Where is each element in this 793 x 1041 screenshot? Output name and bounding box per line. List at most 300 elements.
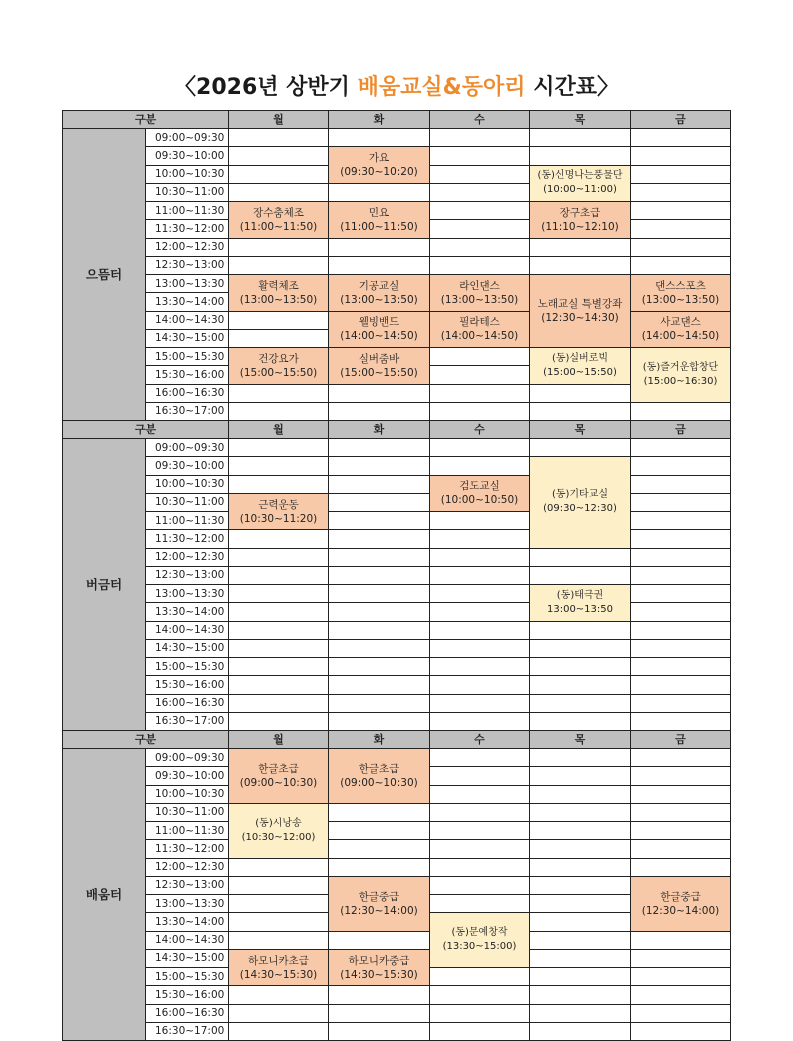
empty-cell	[328, 602, 430, 621]
empty-cell	[529, 657, 631, 676]
event-name: 민요	[368, 206, 390, 219]
empty-cell	[429, 402, 530, 421]
empty-cell	[429, 548, 530, 567]
empty-cell	[630, 766, 731, 785]
empty-cell	[529, 675, 631, 694]
class-event	[228, 274, 329, 312]
event-time: (14:00~14:50)	[641, 330, 720, 343]
event-name: 검도교실	[459, 480, 500, 493]
day-header: 금	[630, 110, 731, 129]
time-slot: 09:30~10:00	[145, 766, 229, 785]
empty-cell	[630, 949, 731, 968]
empty-cell	[529, 712, 631, 731]
class-event	[228, 347, 329, 385]
event-name: 가요	[368, 152, 390, 164]
class-event	[328, 146, 430, 184]
time-slot: 15:30~16:00	[145, 985, 229, 1004]
empty-cell	[529, 1022, 631, 1041]
time-slot: 14:00~14:30	[145, 311, 229, 330]
empty-cell	[328, 183, 430, 202]
time-slot: 10:30~11:00	[145, 493, 229, 512]
event-time: (12:30~14:00)	[641, 904, 720, 917]
time-slot: 10:00~10:30	[145, 165, 229, 184]
time-slot: 09:00~09:30	[145, 128, 229, 147]
empty-cell	[429, 748, 530, 767]
empty-cell	[529, 128, 631, 147]
day-header: 금	[630, 420, 731, 439]
event-time: (11:10~12:10)	[541, 220, 619, 233]
class-event	[328, 311, 430, 349]
day-header: 수	[429, 730, 530, 749]
time-slot: 11:00~11:30	[145, 511, 229, 530]
empty-cell	[228, 384, 329, 403]
event-name: 활력체조	[258, 279, 299, 292]
time-slot: 09:30~10:00	[145, 456, 229, 475]
empty-cell	[529, 803, 631, 822]
empty-cell	[630, 456, 731, 475]
title-suffix: 시간표〉	[525, 75, 619, 100]
club-event	[529, 347, 631, 385]
day-header: 목	[529, 110, 631, 129]
empty-cell	[429, 365, 530, 384]
empty-cell	[228, 402, 329, 421]
empty-cell	[228, 639, 329, 658]
section-name: 배움터	[62, 748, 146, 1041]
class-event	[328, 748, 430, 804]
empty-cell	[328, 566, 430, 585]
club-event	[630, 347, 731, 403]
empty-cell	[529, 384, 631, 403]
empty-cell	[429, 967, 530, 986]
empty-cell	[630, 146, 731, 165]
time-slot: 10:00~10:30	[145, 475, 229, 494]
time-slot: 12:30~13:00	[145, 256, 229, 275]
empty-cell	[328, 621, 430, 640]
empty-cell	[529, 694, 631, 713]
time-slot: 13:30~14:00	[145, 292, 229, 311]
empty-cell	[328, 548, 430, 567]
event-time: (09:30~12:30)	[543, 503, 617, 515]
empty-cell	[328, 584, 430, 603]
empty-cell	[328, 238, 430, 257]
empty-cell	[228, 985, 329, 1004]
empty-cell	[429, 566, 530, 585]
empty-cell	[630, 621, 731, 640]
class-event	[228, 201, 329, 239]
empty-cell	[529, 621, 631, 640]
empty-cell	[529, 931, 631, 950]
empty-cell	[630, 785, 731, 804]
time-slot: 12:30~13:00	[145, 566, 229, 585]
event-name: 하모니카초급	[248, 954, 309, 967]
time-slot: 10:30~11:00	[145, 803, 229, 822]
day-header: 수	[429, 420, 530, 439]
empty-cell	[429, 511, 530, 530]
empty-cell	[328, 694, 430, 713]
empty-cell	[228, 548, 329, 567]
time-slot: 15:30~16:00	[145, 365, 229, 384]
class-event	[429, 311, 530, 349]
empty-cell	[429, 803, 530, 822]
event-time: (13:00~13:50)	[440, 293, 519, 306]
empty-cell	[228, 456, 329, 475]
empty-cell	[529, 146, 631, 165]
empty-cell	[429, 712, 530, 731]
empty-cell	[630, 821, 731, 840]
empty-cell	[429, 456, 530, 475]
event-time: (09:00~10:30)	[239, 776, 318, 789]
empty-cell	[630, 529, 731, 548]
empty-cell	[630, 256, 731, 275]
page-title	[0, 70, 793, 106]
empty-cell	[529, 402, 631, 421]
empty-cell	[429, 219, 530, 238]
event-name: 라인댄스	[459, 279, 500, 292]
timetable-grid	[62, 110, 730, 1039]
time-slot: 15:00~15:30	[145, 967, 229, 986]
empty-cell	[228, 475, 329, 494]
empty-cell	[328, 256, 430, 275]
empty-cell	[429, 657, 530, 676]
empty-cell	[328, 985, 430, 1004]
empty-cell	[630, 201, 731, 220]
time-slot: 11:30~12:00	[145, 219, 229, 238]
section-name: 으뜸터	[62, 128, 146, 421]
empty-cell	[630, 839, 731, 858]
event-name: 필라테스	[459, 316, 500, 329]
empty-cell	[529, 766, 631, 785]
empty-cell	[630, 748, 731, 767]
time-slot: 09:30~10:00	[145, 146, 229, 165]
time-slot: 11:30~12:00	[145, 839, 229, 858]
event-time: (15:00~15:50)	[340, 366, 418, 379]
class-event	[630, 311, 731, 349]
empty-cell	[630, 657, 731, 676]
day-header: 목	[529, 420, 631, 439]
day-header: 월	[228, 110, 329, 129]
event-time: 13:00~13:50	[546, 603, 613, 615]
category-header: 구분	[62, 730, 229, 749]
empty-cell	[228, 621, 329, 640]
empty-cell	[529, 748, 631, 767]
event-time: (15:00~15:50)	[239, 366, 318, 379]
empty-cell	[429, 146, 530, 165]
time-slot: 11:00~11:30	[145, 821, 229, 840]
class-event	[228, 949, 329, 987]
empty-cell	[228, 1004, 329, 1023]
event-name: 사교댄스	[660, 316, 701, 329]
empty-cell	[529, 912, 631, 931]
empty-cell	[429, 639, 530, 658]
empty-cell	[228, 912, 329, 931]
empty-cell	[630, 712, 731, 731]
empty-cell	[529, 876, 631, 895]
event-time: (14:30~15:30)	[239, 968, 318, 981]
empty-cell	[429, 183, 530, 202]
empty-cell	[328, 821, 430, 840]
empty-cell	[328, 931, 430, 950]
event-name: 한글초급	[258, 762, 299, 775]
time-slot: 14:30~15:00	[145, 639, 229, 658]
empty-cell	[529, 967, 631, 986]
empty-cell	[228, 311, 329, 330]
title-highlight: 배움교실&동아리	[357, 75, 526, 100]
empty-cell	[328, 1022, 430, 1041]
empty-cell	[630, 1022, 731, 1041]
empty-cell	[228, 183, 329, 202]
empty-cell	[429, 238, 530, 257]
day-header: 월	[228, 420, 329, 439]
empty-cell	[630, 1004, 731, 1023]
empty-cell	[429, 201, 530, 220]
empty-cell	[228, 128, 329, 147]
time-slot: 13:00~13:30	[145, 274, 229, 293]
time-slot: 13:00~13:30	[145, 584, 229, 603]
class-event	[429, 475, 530, 513]
empty-cell	[429, 165, 530, 184]
empty-cell	[529, 821, 631, 840]
empty-cell	[328, 839, 430, 858]
empty-cell	[630, 694, 731, 713]
empty-cell	[429, 384, 530, 403]
event-time: (09:00~10:30)	[340, 776, 418, 789]
empty-cell	[630, 128, 731, 147]
event-time: (15:00~16:30)	[643, 375, 718, 387]
time-slot: 12:00~12:30	[145, 858, 229, 877]
empty-cell	[429, 621, 530, 640]
time-slot: 11:30~12:00	[145, 529, 229, 548]
event-time: (14:00~14:50)	[440, 330, 519, 343]
empty-cell	[328, 384, 430, 403]
empty-cell	[529, 256, 631, 275]
empty-cell	[429, 675, 530, 694]
time-slot: 14:30~15:00	[145, 949, 229, 968]
class-event	[429, 274, 530, 312]
empty-cell	[228, 329, 329, 348]
empty-cell	[228, 602, 329, 621]
event-name: (동)신명나는풍물단	[537, 170, 623, 182]
time-slot: 15:00~15:30	[145, 347, 229, 366]
empty-cell	[529, 438, 631, 457]
empty-cell	[328, 657, 430, 676]
empty-cell	[328, 803, 430, 822]
empty-cell	[328, 1004, 430, 1023]
empty-cell	[630, 639, 731, 658]
empty-cell	[630, 602, 731, 621]
time-slot: 16:30~17:00	[145, 402, 229, 421]
empty-cell	[429, 985, 530, 1004]
empty-cell	[429, 876, 530, 895]
day-header: 금	[630, 730, 731, 749]
empty-cell	[228, 529, 329, 548]
event-time: (14:30~15:30)	[340, 968, 418, 981]
empty-cell	[328, 456, 430, 475]
event-name: 한글중급	[660, 890, 701, 903]
club-event	[529, 456, 631, 548]
empty-cell	[529, 238, 631, 257]
event-name: 노래교실 특별강좌	[537, 298, 623, 310]
empty-cell	[328, 639, 430, 658]
event-time: (15:00~15:50)	[543, 366, 617, 378]
empty-cell	[429, 894, 530, 913]
empty-cell	[630, 931, 731, 950]
empty-cell	[630, 967, 731, 986]
title-prefix: 〈2026년 상반기	[174, 75, 358, 100]
time-slot: 13:00~13:30	[145, 894, 229, 913]
empty-cell	[228, 675, 329, 694]
time-slot: 09:00~09:30	[145, 748, 229, 767]
time-slot: 14:30~15:00	[145, 329, 229, 348]
empty-cell	[228, 894, 329, 913]
empty-cell	[228, 931, 329, 950]
empty-cell	[630, 438, 731, 457]
time-slot: 13:30~14:00	[145, 602, 229, 621]
event-name: 장수춤체조	[253, 206, 304, 219]
empty-cell	[529, 949, 631, 968]
empty-cell	[630, 548, 731, 567]
empty-cell	[328, 529, 430, 548]
empty-cell	[328, 493, 430, 512]
empty-cell	[529, 639, 631, 658]
category-header: 구분	[62, 420, 229, 439]
time-slot: 10:00~10:30	[145, 785, 229, 804]
empty-cell	[529, 566, 631, 585]
empty-cell	[630, 165, 731, 184]
empty-cell	[630, 584, 731, 603]
class-event	[328, 347, 430, 385]
event-time: (13:30~15:00)	[442, 941, 517, 953]
class-event	[328, 949, 430, 987]
empty-cell	[228, 146, 329, 165]
empty-cell	[328, 438, 430, 457]
empty-cell	[228, 238, 329, 257]
class-event	[630, 274, 731, 312]
empty-cell	[429, 438, 530, 457]
empty-cell	[630, 493, 731, 512]
event-time: (13:00~13:50)	[239, 293, 318, 306]
day-header: 화	[328, 730, 430, 749]
empty-cell	[328, 858, 430, 877]
empty-cell	[630, 238, 731, 257]
event-name: (동)기타교실	[551, 489, 609, 501]
event-name: (동)문예창작	[451, 927, 508, 939]
empty-cell	[228, 858, 329, 877]
empty-cell	[429, 766, 530, 785]
day-header: 수	[429, 110, 530, 129]
club-event	[228, 803, 329, 859]
event-time: (09:30~10:20)	[340, 166, 418, 178]
section-name: 버금터	[62, 438, 146, 731]
empty-cell	[630, 219, 731, 238]
empty-cell	[328, 402, 430, 421]
empty-cell	[429, 694, 530, 713]
empty-cell	[228, 165, 329, 184]
club-event	[529, 584, 631, 622]
empty-cell	[228, 256, 329, 275]
event-time: (11:00~11:50)	[340, 220, 418, 233]
event-name: 장구초급	[559, 206, 601, 219]
time-slot: 15:00~15:30	[145, 657, 229, 676]
empty-cell	[228, 876, 329, 895]
time-slot: 15:30~16:00	[145, 675, 229, 694]
event-name: 하모니카중급	[348, 954, 410, 967]
time-slot: 11:00~11:30	[145, 201, 229, 220]
empty-cell	[429, 1022, 530, 1041]
empty-cell	[328, 128, 430, 147]
empty-cell	[328, 511, 430, 530]
empty-cell	[429, 602, 530, 621]
empty-cell	[228, 712, 329, 731]
empty-cell	[328, 712, 430, 731]
empty-cell	[228, 566, 329, 585]
event-name: (동)시낭송	[255, 817, 302, 829]
empty-cell	[630, 803, 731, 822]
empty-cell	[228, 438, 329, 457]
empty-cell	[429, 128, 530, 147]
empty-cell	[529, 985, 631, 1004]
class-event	[228, 493, 329, 531]
empty-cell	[228, 1022, 329, 1041]
club-event	[429, 912, 530, 968]
empty-cell	[429, 584, 530, 603]
empty-cell	[328, 675, 430, 694]
time-slot: 14:00~14:30	[145, 931, 229, 950]
empty-cell	[429, 821, 530, 840]
empty-cell	[630, 858, 731, 877]
event-name: 웰빙밴드	[358, 316, 400, 329]
event-name: (동)태극권	[556, 589, 604, 601]
empty-cell	[228, 584, 329, 603]
time-slot: 12:30~13:00	[145, 876, 229, 895]
time-slot: 13:30~14:00	[145, 912, 229, 931]
event-time: (12:30~14:30)	[541, 312, 619, 324]
empty-cell	[630, 511, 731, 530]
day-header: 화	[328, 110, 430, 129]
event-name: 실버줌바	[358, 352, 400, 365]
empty-cell	[429, 785, 530, 804]
empty-cell	[429, 858, 530, 877]
class-event	[630, 876, 731, 932]
category-header: 구분	[62, 110, 229, 129]
time-slot: 16:00~16:30	[145, 1004, 229, 1023]
event-time: (10:30~12:00)	[241, 831, 316, 843]
empty-cell	[529, 1004, 631, 1023]
time-slot: 12:00~12:30	[145, 238, 229, 257]
time-slot: 16:30~17:00	[145, 1022, 229, 1041]
event-name: 댄스스포츠	[655, 279, 706, 292]
day-header: 월	[228, 730, 329, 749]
time-slot: 12:00~12:30	[145, 548, 229, 567]
day-header: 화	[328, 420, 430, 439]
event-time: (10:00~10:50)	[440, 494, 519, 507]
empty-cell	[529, 548, 631, 567]
empty-cell	[630, 402, 731, 421]
empty-cell	[228, 694, 329, 713]
class-event	[228, 748, 329, 804]
empty-cell	[630, 475, 731, 494]
event-name: 한글초급	[358, 762, 400, 775]
class-event	[328, 201, 430, 239]
empty-cell	[529, 839, 631, 858]
class-event	[328, 876, 430, 932]
class-event	[328, 274, 430, 312]
event-name: 건강요가	[258, 352, 299, 365]
event-time: (12:30~14:00)	[340, 904, 418, 917]
event-time: (14:00~14:50)	[340, 330, 418, 343]
empty-cell	[529, 858, 631, 877]
class-event	[529, 201, 631, 239]
time-slot: 10:30~11:00	[145, 183, 229, 202]
